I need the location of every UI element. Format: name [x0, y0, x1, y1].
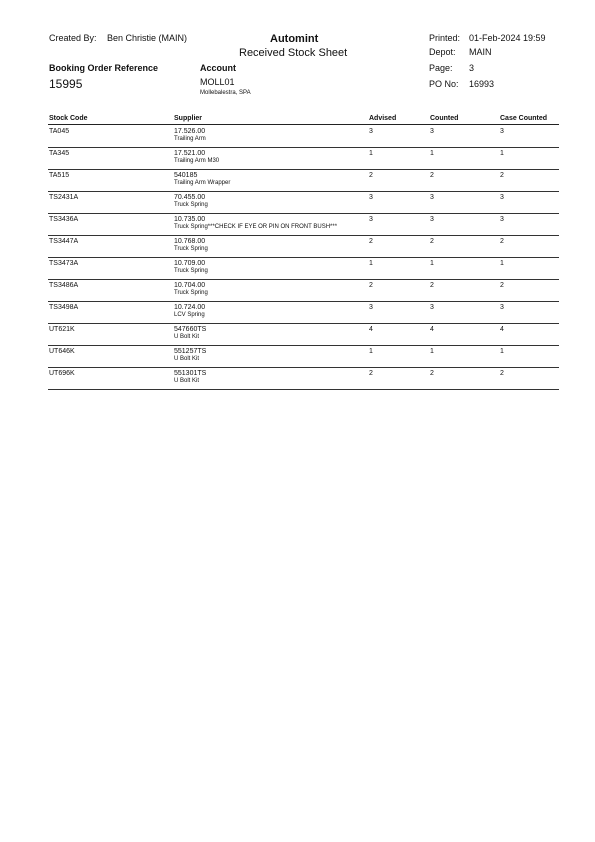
cell-supplier: 17.526.00	[174, 128, 206, 135]
cell-case-counted: 1	[500, 348, 504, 355]
cell-advised: 1	[369, 150, 373, 157]
cell-case-counted: 4	[500, 326, 504, 333]
page-value: 3	[469, 63, 475, 73]
cell-advised: 3	[369, 304, 373, 311]
sheet-title: Received Stock Sheet	[239, 47, 348, 59]
cell-advised: 2	[369, 282, 373, 289]
table-row	[48, 214, 559, 236]
account-code: MOLL01	[200, 77, 235, 87]
booking-ref-value: 15995	[49, 77, 83, 91]
cell-counted: 2	[430, 282, 434, 289]
cell-supplier: 540185	[174, 172, 198, 179]
cell-description: Truck Spring***CHECK IF EYE OR PIN ON FRONT BUSH***	[174, 224, 338, 230]
table-row	[48, 236, 559, 258]
cell-stock-code: TA515	[49, 172, 70, 179]
cell-stock-code: TS3498A	[49, 304, 79, 311]
col-header-stock-code: Stock Code	[49, 115, 88, 122]
table-row	[48, 368, 559, 390]
cell-supplier: 551257TS	[174, 348, 207, 355]
cell-supplier: 551301TS	[174, 370, 207, 377]
cell-case-counted: 1	[500, 150, 504, 157]
table-row	[48, 192, 559, 214]
cell-description: Trailing Arm M30	[174, 158, 220, 164]
cell-advised: 2	[369, 172, 373, 179]
printed-value: 01-Feb-2024 19:59	[469, 33, 546, 43]
cell-description: LCV Spring	[174, 312, 205, 318]
col-header-supplier: Supplier	[174, 115, 203, 122]
table-row	[48, 324, 559, 346]
po-value: 16993	[469, 79, 495, 89]
cell-description: Trailing Arm Wrapper	[174, 180, 231, 186]
cell-stock-code: TS2431A	[49, 194, 79, 201]
printed-label: Printed:	[429, 33, 461, 43]
cell-supplier: 547660TS	[174, 326, 207, 333]
cell-stock-code: TS3436A	[49, 216, 79, 223]
cell-counted: 2	[430, 370, 434, 377]
cell-case-counted: 2	[500, 282, 504, 289]
cell-advised: 2	[369, 370, 373, 377]
account-name: Mollebalestra, SPA	[200, 90, 251, 96]
row-divider	[48, 389, 559, 390]
cell-counted: 2	[430, 238, 434, 245]
cell-counted: 3	[430, 194, 434, 201]
cell-advised: 1	[369, 260, 373, 267]
depot-value: MAIN	[469, 47, 492, 57]
booking-ref-label: Booking Order Reference	[49, 63, 159, 73]
cell-counted: 1	[430, 260, 434, 267]
cell-description: Truck Spring	[174, 268, 208, 274]
cell-counted: 3	[430, 304, 434, 311]
cell-advised: 1	[369, 348, 373, 355]
cell-stock-code: TS3473A	[49, 260, 79, 267]
cell-stock-code: UT696K	[49, 370, 75, 377]
table-row	[48, 346, 559, 368]
cell-stock-code: TA045	[49, 128, 70, 135]
col-header-counted: Counted	[430, 115, 459, 122]
cell-stock-code: TS3447A	[49, 238, 79, 245]
cell-counted: 4	[430, 326, 434, 333]
depot-label: Depot:	[429, 47, 456, 57]
cell-description: U Bolt Kit	[174, 378, 200, 384]
table-row	[48, 302, 559, 324]
cell-supplier: 10.709.00	[174, 260, 206, 267]
cell-counted: 3	[430, 128, 434, 135]
col-header-advised: Advised	[369, 115, 397, 122]
table-header-rule	[48, 124, 559, 125]
col-header-case-counted: Case Counted	[500, 115, 548, 122]
cell-counted: 3	[430, 216, 434, 223]
table-row	[48, 126, 559, 148]
cell-supplier: 10.735.00	[174, 216, 206, 223]
cell-description: Truck Spring	[174, 202, 208, 208]
cell-supplier: 10.768.00	[174, 238, 206, 245]
cell-counted: 1	[430, 150, 434, 157]
cell-description: Truck Spring	[174, 246, 208, 252]
cell-description: U Bolt Kit	[174, 356, 200, 362]
cell-advised: 3	[369, 194, 373, 201]
cell-advised: 3	[369, 216, 373, 223]
cell-stock-code: TS3486A	[49, 282, 79, 289]
cell-supplier: 10.704.00	[174, 282, 206, 289]
cell-description: Truck Spring	[174, 290, 208, 296]
created-by-label: Created By:	[49, 33, 97, 43]
cell-case-counted: 3	[500, 216, 504, 223]
page-label: Page:	[429, 63, 453, 73]
cell-case-counted: 3	[500, 128, 504, 135]
cell-advised: 3	[369, 128, 373, 135]
cell-case-counted: 2	[500, 370, 504, 377]
po-label: PO No:	[429, 79, 459, 89]
cell-case-counted: 3	[500, 194, 504, 201]
cell-counted: 2	[430, 172, 434, 179]
cell-description: U Bolt Kit	[174, 334, 200, 340]
table-row	[48, 280, 559, 302]
cell-advised: 2	[369, 238, 373, 245]
cell-supplier: 70.455.00	[174, 194, 206, 201]
cell-case-counted: 1	[500, 260, 504, 267]
cell-stock-code: UT646K	[49, 348, 75, 355]
cell-stock-code: UT621K	[49, 326, 75, 333]
cell-supplier: 17.521.00	[174, 150, 206, 157]
cell-counted: 1	[430, 348, 434, 355]
cell-description: Trailing Arm	[174, 136, 206, 142]
table-row	[48, 258, 559, 280]
table-row	[48, 170, 559, 192]
company-name: Automint	[270, 33, 319, 45]
cell-stock-code: TA345	[49, 150, 70, 157]
cell-case-counted: 2	[500, 238, 504, 245]
cell-supplier: 10.724.00	[174, 304, 206, 311]
cell-advised: 4	[369, 326, 373, 333]
cell-case-counted: 3	[500, 304, 504, 311]
account-label: Account	[200, 63, 236, 73]
table-row	[48, 148, 559, 170]
created-by-value: Ben Christie (MAIN)	[107, 33, 188, 43]
cell-case-counted: 2	[500, 172, 504, 179]
